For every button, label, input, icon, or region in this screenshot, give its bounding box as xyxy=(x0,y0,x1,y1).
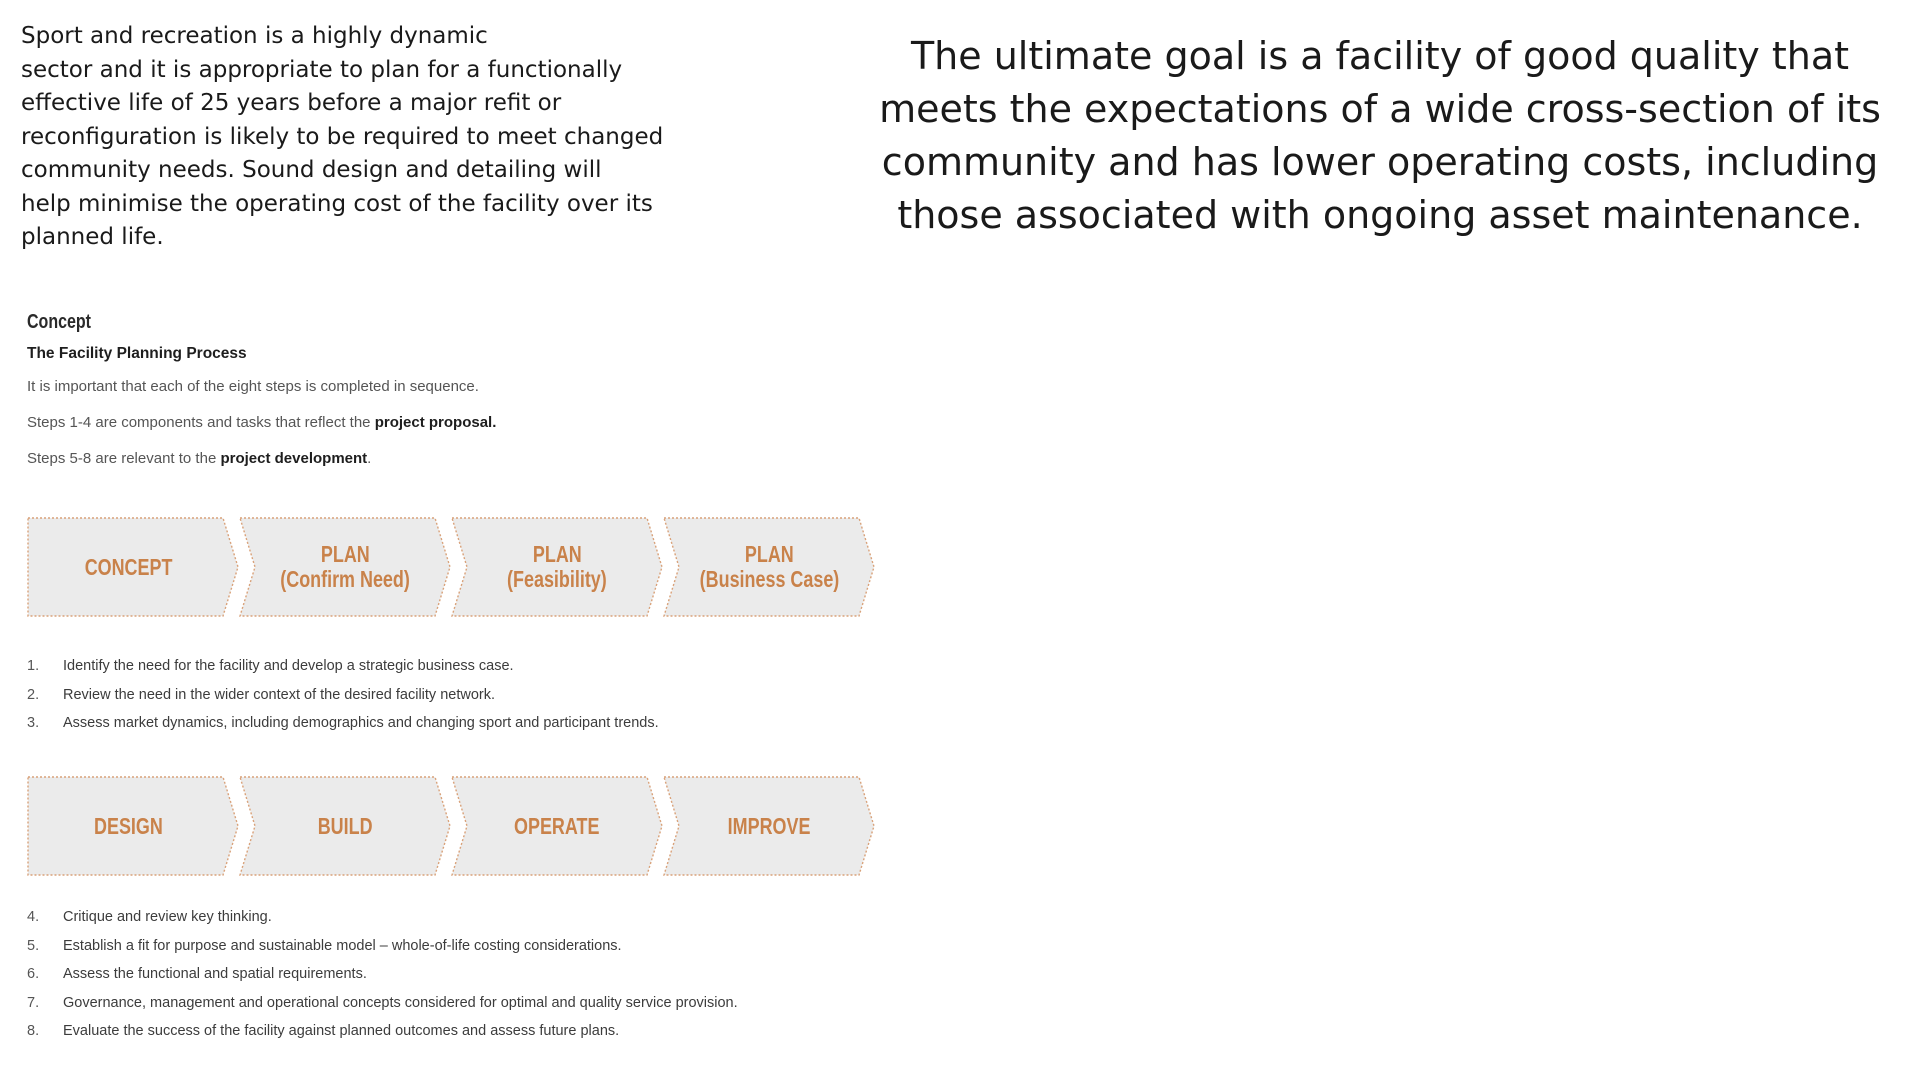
sentence-text: Steps 5-8 are relevant to the xyxy=(27,450,221,467)
chevron-label-line1: IMPROVE xyxy=(727,812,811,839)
sentence-end: . xyxy=(367,450,372,467)
chevron-label-line1: CONCEPT xyxy=(84,553,173,580)
list-item xyxy=(27,681,887,710)
steps-list-proposal xyxy=(27,652,887,738)
chevron-step xyxy=(451,517,663,617)
step-text: Review the need in the wider context of the desired facility network. xyxy=(63,686,496,703)
steps-list-development xyxy=(27,903,887,1046)
step-text: Governance, management and operational concepts considered for optimal and quality service provision. xyxy=(63,994,738,1011)
step-number: 4. xyxy=(27,909,40,925)
chevron-step xyxy=(27,776,239,876)
process-flow-proposal xyxy=(27,517,877,617)
emphasis-text: project development xyxy=(220,450,368,467)
chevron-label-line1: PLAN xyxy=(320,541,370,567)
chevron-step xyxy=(239,776,451,876)
step-text: Critique and review key thinking. xyxy=(63,909,272,925)
list-item xyxy=(27,903,887,932)
step-number: 1. xyxy=(27,658,40,674)
document-excerpt xyxy=(27,305,887,477)
chevron-label xyxy=(239,776,451,876)
step-number: 3. xyxy=(27,715,40,731)
intro-line: community needs. Sound design and detailing will xyxy=(21,157,602,183)
chevron-label xyxy=(239,517,451,617)
intro-line: Sport and recreation is a highly dynamic xyxy=(21,23,488,49)
chevron-label-line2: (Confirm Need) xyxy=(280,566,410,592)
goal-line: those associated with ongoing asset maintenance. xyxy=(897,193,1863,237)
chevron-label-line2: (Feasibility) xyxy=(507,566,607,592)
chevron-label xyxy=(451,517,663,617)
chevron-step xyxy=(663,517,875,617)
chevron-step xyxy=(663,776,875,876)
intro-line: reconfiguration is likely to be required to meet changed xyxy=(21,123,664,150)
goal-line: The ultimate goal is a facility of good quality that xyxy=(910,34,1850,78)
chevron-label-line1: PLAN xyxy=(532,541,582,567)
chevron-label-line1: DESIGN xyxy=(93,812,163,839)
chevron-label-line1: OPERATE xyxy=(514,812,600,839)
chevron-step xyxy=(27,517,239,617)
list-item xyxy=(27,960,887,989)
list-item xyxy=(27,932,887,961)
list-item xyxy=(27,709,887,738)
intro-line: effective life of 25 years before a major refit or xyxy=(21,90,562,116)
chevron-label xyxy=(27,776,239,876)
goal-line: community and has lower operating costs, including xyxy=(881,140,1879,184)
intro-paragraph xyxy=(21,20,701,255)
goal-line: meets the expectations of a wide cross-section of its xyxy=(879,87,1881,131)
steps-proposal-sentence xyxy=(27,405,887,441)
step-text: Identify the need for the facility and develop a strategic business case. xyxy=(63,658,514,674)
goal-statement xyxy=(860,30,1900,242)
section-subheading: The Facility Planning Process xyxy=(27,345,247,362)
intro-line: planned life. xyxy=(21,224,164,250)
step-text: Assess market dynamics, including demographics and changing sport and participant trends. xyxy=(63,715,659,731)
step-number: 7. xyxy=(27,994,40,1011)
list-item xyxy=(27,989,887,1018)
chevron-label-line1: BUILD xyxy=(317,812,373,839)
chevron-label xyxy=(27,517,239,617)
list-item xyxy=(27,1017,887,1046)
chevron-label xyxy=(663,776,875,876)
list-item xyxy=(27,652,887,681)
chevron-label xyxy=(451,776,663,876)
step-number: 5. xyxy=(27,937,40,954)
chevron-step xyxy=(451,776,663,876)
chevron-label-line2: (Business Case) xyxy=(699,566,839,592)
emphasis-text: project proposal. xyxy=(374,414,497,431)
section-heading: Concept xyxy=(27,311,91,333)
sentence-text: Steps 1-4 are components and tasks that reflect the xyxy=(27,414,375,431)
step-number: 2. xyxy=(27,686,40,703)
chevron-label-line1: PLAN xyxy=(744,541,794,567)
chevron-step xyxy=(239,517,451,617)
process-flow-development xyxy=(27,776,877,876)
step-text: Establish a fit for purpose and sustainable model – whole-of-life costing considerations. xyxy=(63,937,622,954)
step-text: Assess the functional and spatial requirements. xyxy=(63,966,367,982)
intro-line: sector and it is appropriate to plan for a functionally xyxy=(21,56,623,83)
steps-development-sentence xyxy=(27,441,887,477)
step-number: 6. xyxy=(27,966,40,982)
intro-line: help minimise the operating cost of the facility over its xyxy=(21,190,653,217)
intro-sentence: It is important that each of the eight steps is completed in sequence. xyxy=(27,378,479,395)
step-text: Evaluate the success of the facility against planned outcomes and assess future plans. xyxy=(63,1023,620,1039)
chevron-label xyxy=(663,517,875,617)
step-number: 8. xyxy=(27,1023,40,1039)
